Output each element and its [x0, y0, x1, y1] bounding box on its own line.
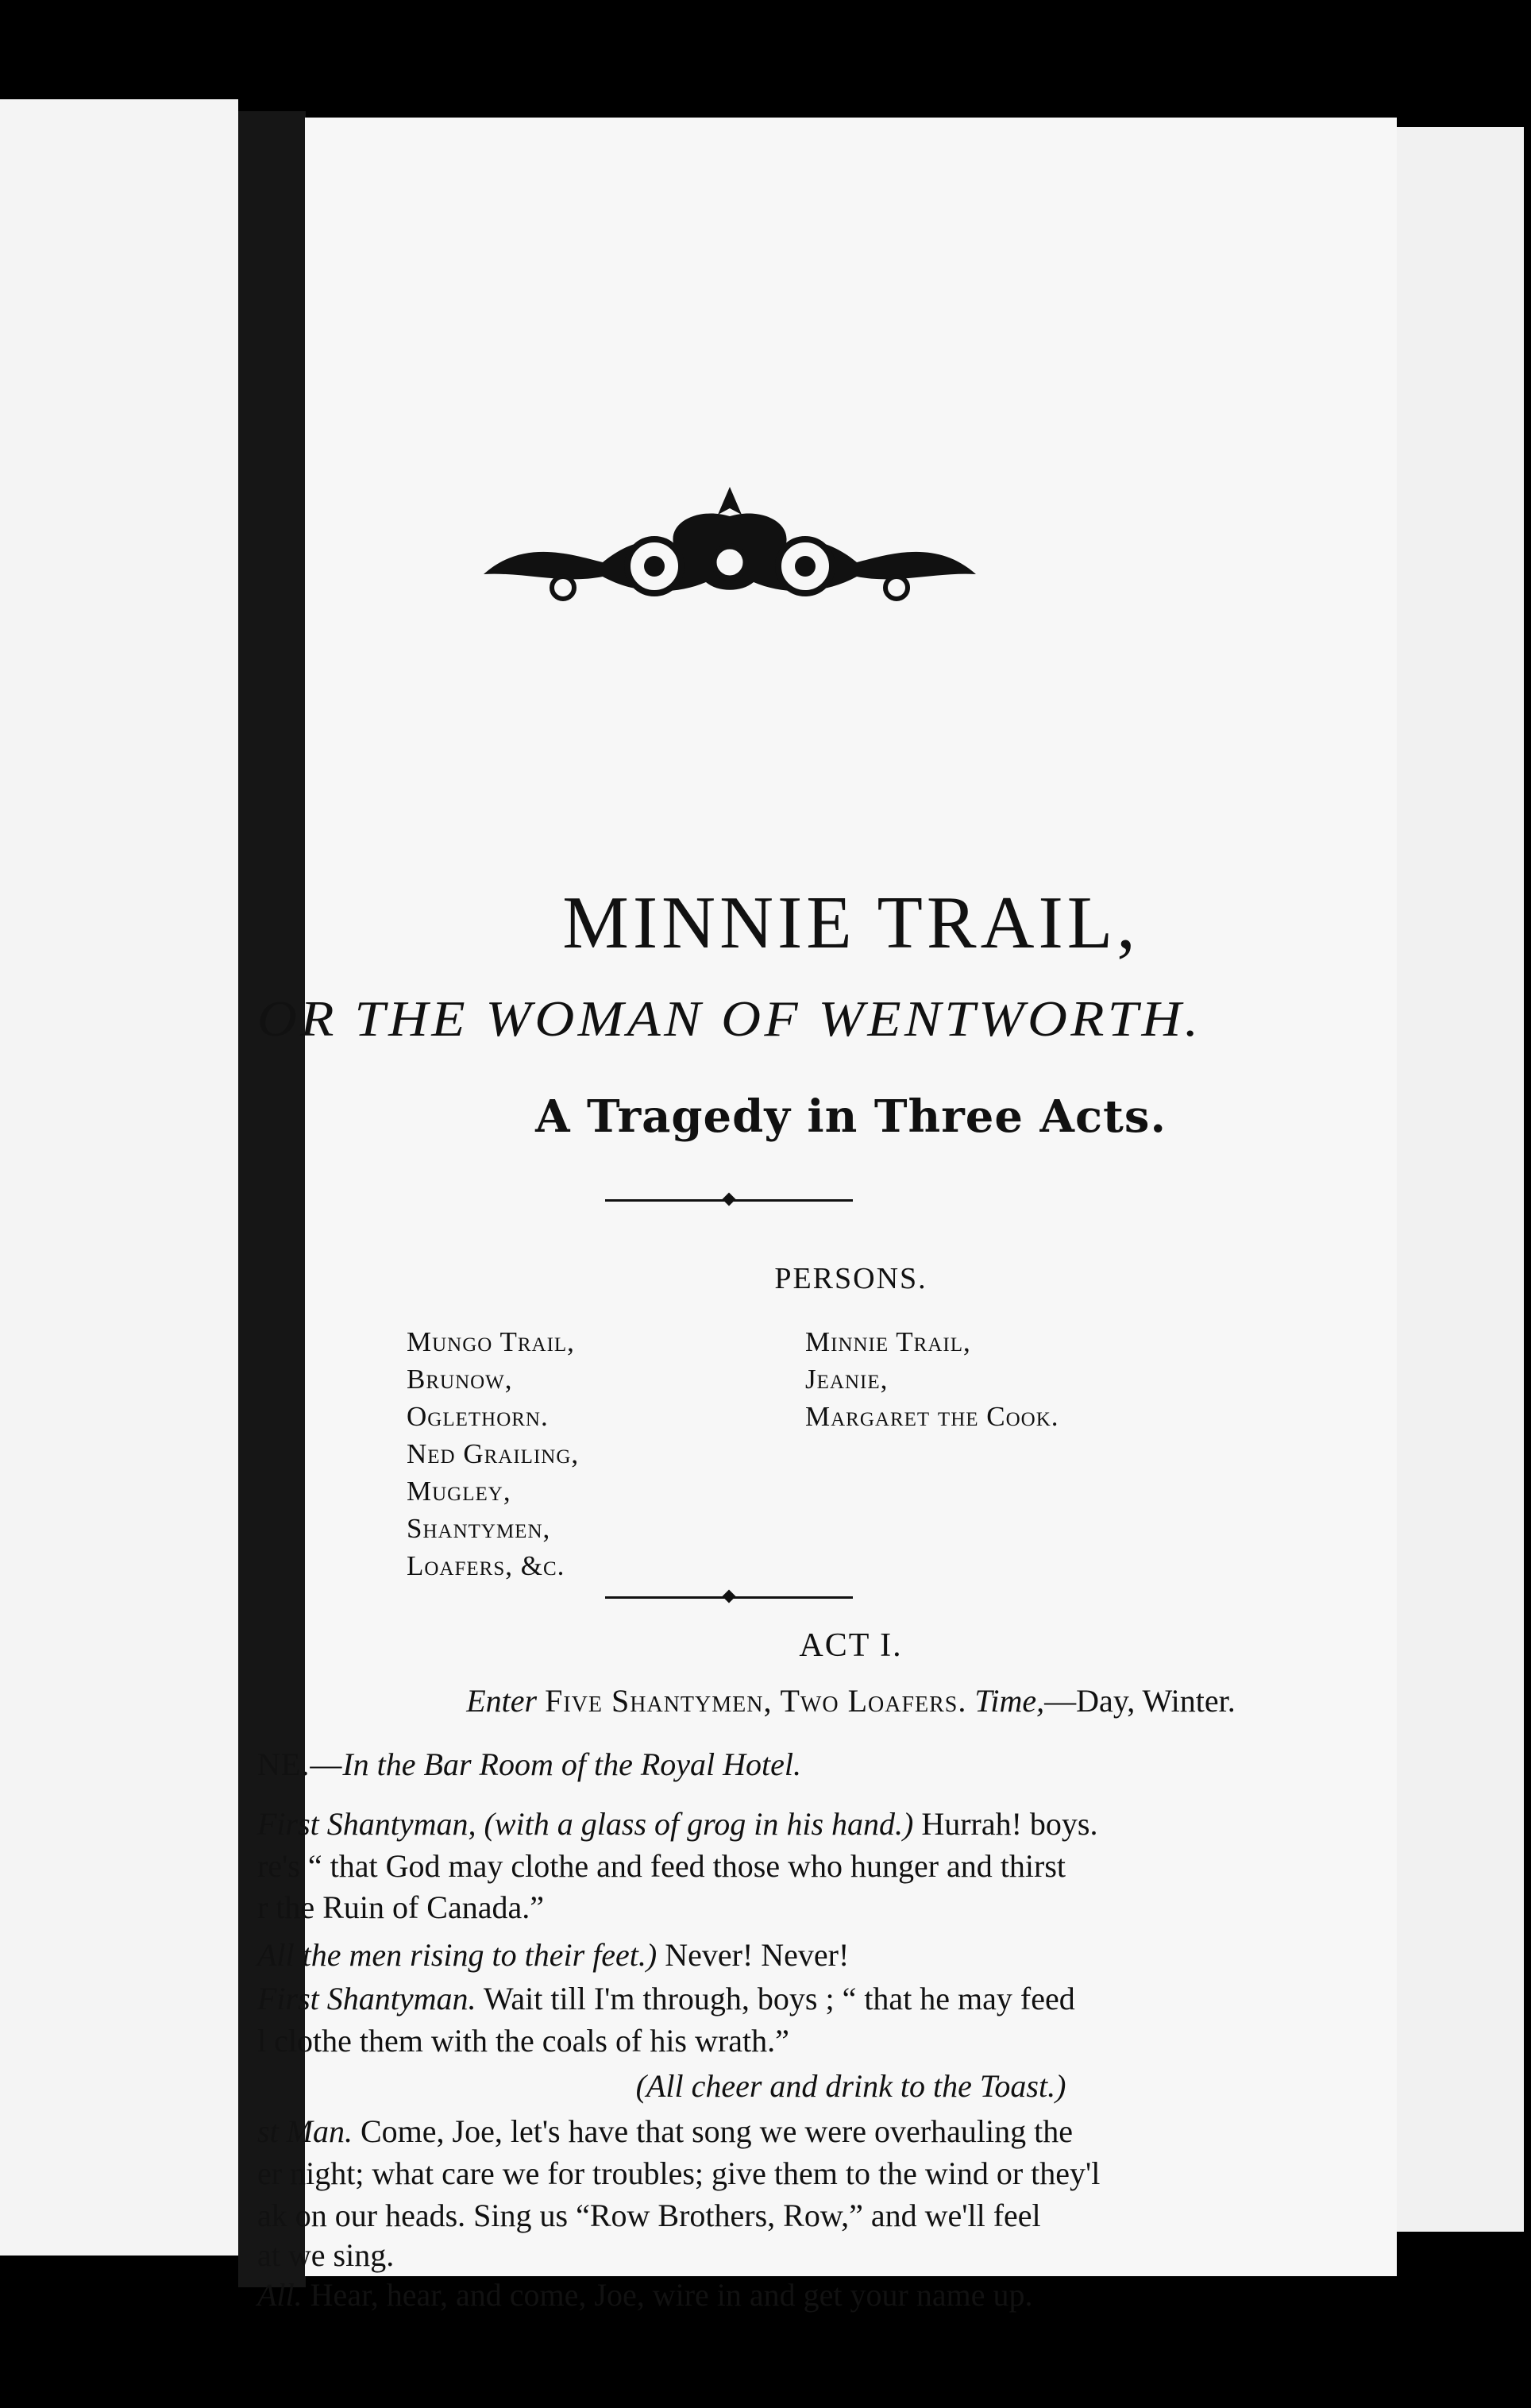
stage-direction: (All cheer and drink to the Toast.) [635, 2068, 1066, 2104]
dialogue-line [257, 2113, 1073, 2150]
cast-member: Jeanie, [805, 1364, 889, 1395]
persons-heading: PERSONS. [774, 1262, 927, 1295]
dialogue-line [257, 1980, 1075, 2017]
cast-member: Mugley, [407, 1476, 511, 1507]
dialogue-line: er night; what care we for troubles; give them to the wind or they'l [257, 2155, 1101, 2191]
cast-member: Ned Grailing, [407, 1438, 580, 1469]
cast-member: Brunow, [407, 1364, 513, 1395]
cast-list-left [407, 1323, 579, 1584]
dialogue-line [257, 2276, 1032, 2313]
stage-direction: All the men rising to their feet.) [257, 1937, 658, 1973]
speaker: First Shantyman. [257, 1981, 476, 2016]
left-page [0, 99, 238, 2256]
text-fragment: Come, Joe, let's have that song we were overhauling the [361, 2113, 1073, 2149]
page-edge [1394, 127, 1524, 2232]
dialogue-line [257, 1805, 1098, 1843]
text-fragment: Wait till I'm through, boys ; “ that he may feed [483, 1981, 1075, 2016]
cast-member: Oglethorn. [407, 1401, 549, 1432]
dialogue-line: l clothe them with the coals of his wrath.” [257, 2023, 789, 2059]
dialogue-line [257, 1936, 849, 1974]
speaker: First Shantyman, [257, 1806, 476, 1842]
text-fragment: Hurrah! boys. [921, 1806, 1098, 1842]
text-fragment: Time, [974, 1683, 1045, 1719]
divider-diamond [723, 1193, 736, 1206]
act-heading: ACT I. [799, 1627, 903, 1664]
book-tagline: A Tragedy in Three Acts. [535, 1090, 1167, 1143]
text-fragment: NE.— [257, 1746, 343, 1782]
cast-member: Margaret the Cook. [805, 1401, 1059, 1432]
dialogue-line: ak on our heads. Sing us “Row Brothers, Row,” and we'll feel [257, 2198, 1041, 2233]
cast-list-right [805, 1323, 1059, 1435]
text-fragment: Never! Never! [665, 1937, 850, 1973]
stage-direction: (with a glass of grog in his hand.) [484, 1806, 914, 1842]
speaker: st Man. [257, 2113, 353, 2149]
text-fragment: In the Bar Room of the Royal Hotel. [342, 1746, 801, 1782]
cast-member: Minnie Trail, [805, 1326, 971, 1357]
divider-diamond [723, 1590, 736, 1603]
speaker: All. [257, 2277, 303, 2313]
cast-member: Mungo Trail, [407, 1326, 575, 1357]
dialogue-line: r the Ruin of Canada.” [257, 1889, 544, 1925]
scene-line [257, 1746, 801, 1783]
dialogue-line: at we sing. [257, 2237, 395, 2273]
cast-member: Loafers, &c. [407, 1550, 565, 1581]
book-title: MINNIE TRAIL, [562, 882, 1140, 964]
decorative-ornament-icon [468, 483, 992, 610]
text-fragment: —Day, Winter. [1044, 1683, 1236, 1719]
cast-member: Shantymen, [407, 1513, 551, 1544]
book-page [257, 118, 1397, 2313]
text-fragment: Hear, hear, and come, Joe, wire in and get your name up. [310, 2277, 1033, 2313]
book-subtitle: OR THE WOMAN OF WENTWORTH. [257, 990, 1202, 1047]
text-fragment: Two Loafers. [780, 1683, 967, 1719]
text-fragment: Enter [466, 1683, 538, 1719]
dialogue-line: re's “ that God may clothe and feed those who hunger and thirst [257, 1848, 1066, 1884]
text-fragment: Five Shantymen, [545, 1683, 773, 1719]
stage-direction-enter [305, 1682, 1397, 1719]
